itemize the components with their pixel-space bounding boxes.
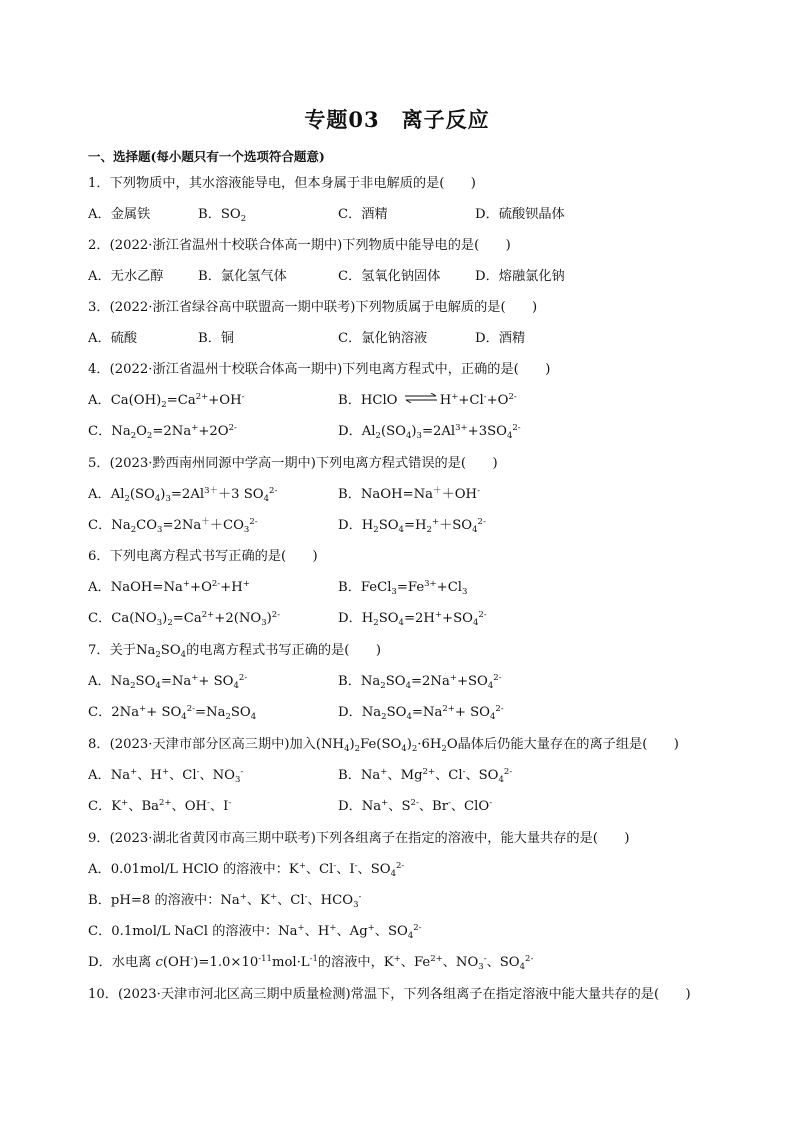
q8-option-c: C．K+、$Ba^{2+}$、OH-、I- [88,798,232,814]
q3-option-a: A．硫酸 [88,331,138,346]
q9-option-a: A．0.01mol/L HClO 的溶液中：K+、Cl-、I-、$SO_4^{2-}$ [88,861,405,879]
q3-option-b: B．铜 [198,331,235,346]
q1-option-c: C．酒精 [338,207,388,222]
q4-option-a: A．$Ca(OH)_2=Ca^{2+}+OH^-$ [88,392,245,410]
q7-option-d: D．$Na_2SO_4=Na^{2+}+ SO_4^{2-}$ [338,704,504,722]
q8-option-d: D．Na+、$S^{2-}$、Br-、ClO- [338,798,493,814]
q7-option-a: A．$Na_2SO_4=Na^++ SO_4^{2-}$ [88,673,248,691]
question-1-stem: 1．下列物质中，其水溶液能导电，但本身属于非电解质的是( ) [88,176,476,191]
q5-option-c: C．$Na_2CO_3=2Na^++CO_3^{2-}$ [88,517,258,535]
q7-option-b: B．$Na_2SO_4=2Na^++SO_4^{2-}$ [338,673,502,691]
q5-option-a: A．$Al_2(SO_4)_3=2Al^{3+}+3$ $SO_4^{2-}$ [88,486,278,504]
q9-option-d: D．水电离 $c(OH^-)=1.0\times 10^{-11}mol\cdot L^{-1}$的溶液中，K+、$Fe^{2+}$、$NO_3^-$、$SO_4^{2-}$ [88,954,534,972]
q2-option-c: C．氢氧化钠固体 [338,269,441,284]
q7-option-c: C．$2Na^++ SO_4^{2-}=Na_2SO_4$ [88,704,257,722]
question-5-stem: 5．(2023·黔西南州同源中学高一期中)下列电离方程式错误的是( ) [88,456,498,471]
question-8-stem: 8．(2023·天津市部分区高三期中)加入$(NH_4)_2Fe(SO_4)_2\cdot 6H_2O$晶体后仍能大量存在的离子组是( ) [88,737,679,754]
q5-option-d: D．$H_2SO_4=H_2^++SO_4^{2-}$ [338,517,486,535]
q1-option-d: D．硫酸钡晶体 [475,207,565,222]
q4-option-d: D．$Al_2(SO_4)_3=2Al^{3+}+3SO_4^{2-}$ [338,423,521,441]
q2-option-a: A．无水乙醇 [88,269,164,284]
q2-option-b: B．氯化氢气体 [198,269,287,284]
q3-option-c: C．氯化钠溶液 [338,331,428,346]
question-7-stem: 7．关于$Na_2SO_4$的电离方程式书写正确的是( ) [88,643,381,660]
q4-option-b: B．HClO $H^++Cl^-+O^{2-}$ [338,392,517,408]
question-6-stem: 6．下列电离方程式书写正确的是( ) [88,549,318,564]
q1-option-b: B．$SO_2$ [198,207,247,224]
question-3-stem: 3．(2022·浙江省绿谷高中联盟高一期中联考)下列物质属于电解质的是( ) [88,300,538,315]
q9-option-c: C．0.1mol/L NaCl 的溶液中：Na+、H+、Ag+、$SO_4^{2-}$ [88,923,422,941]
q9-option-b: B．pH=8 的溶液中：Na+、K+、Cl-、$HCO_3^-$ [88,892,362,910]
q8-option-a: A．Na+、H+、Cl-、$NO_3^-$ [88,767,244,785]
q3-option-d: D．酒精 [475,331,526,346]
q2-option-d: D．熔融氯化钠 [475,269,565,284]
q5-option-b: B．NaOH=Na＋＋OH- [338,486,480,502]
question-10-stem: 10．(2023·天津市河北区高三期中质量检测)常温下，下列各组离子在指定溶液中能大量共存的是( ) [88,987,691,1002]
q6-option-d: D．$H_2SO_4=2H^++SO_4^{2-}$ [338,610,487,628]
q8-option-b: B．Na+、$Mg^{2+}$、Cl-、$SO_4^{2-}$ [338,767,513,785]
section-heading: 一、选择题(每小题只有一个选项符合题意) [88,149,325,164]
q6-option-b: B．$FeCl_3=Fe^{3+}+Cl_3$ [338,579,468,597]
reversible-arrow-icon [404,393,438,403]
question-4-stem: 4．(2022·浙江省温州十校联合体高一期中)下列电离方程式中，正确的是( ) [88,362,551,377]
document-title: 专题03 离子反应 [304,107,490,132]
q4-option-c: C．$Na_2O_2=2Na^++2O^{2-}$ [88,423,237,441]
q6-option-c: C．$Ca(NO_3)_2=Ca^{2+}+2(NO_3)^{2-}$ [88,610,281,628]
question-2-stem: 2．(2022·浙江省温州十校联合体高一期中)下列物质中能导电的是( ) [88,238,511,253]
question-9-stem: 9．(2023·湖北省黄冈市高三期中联考)下列各组离子在指定的溶液中，能大量共存的是( ) [88,831,630,846]
q1-option-a: A．金属铁 [88,207,151,222]
q6-option-a: A．$NaOH=Na^++O^{2-}+H^+$ [88,579,250,595]
